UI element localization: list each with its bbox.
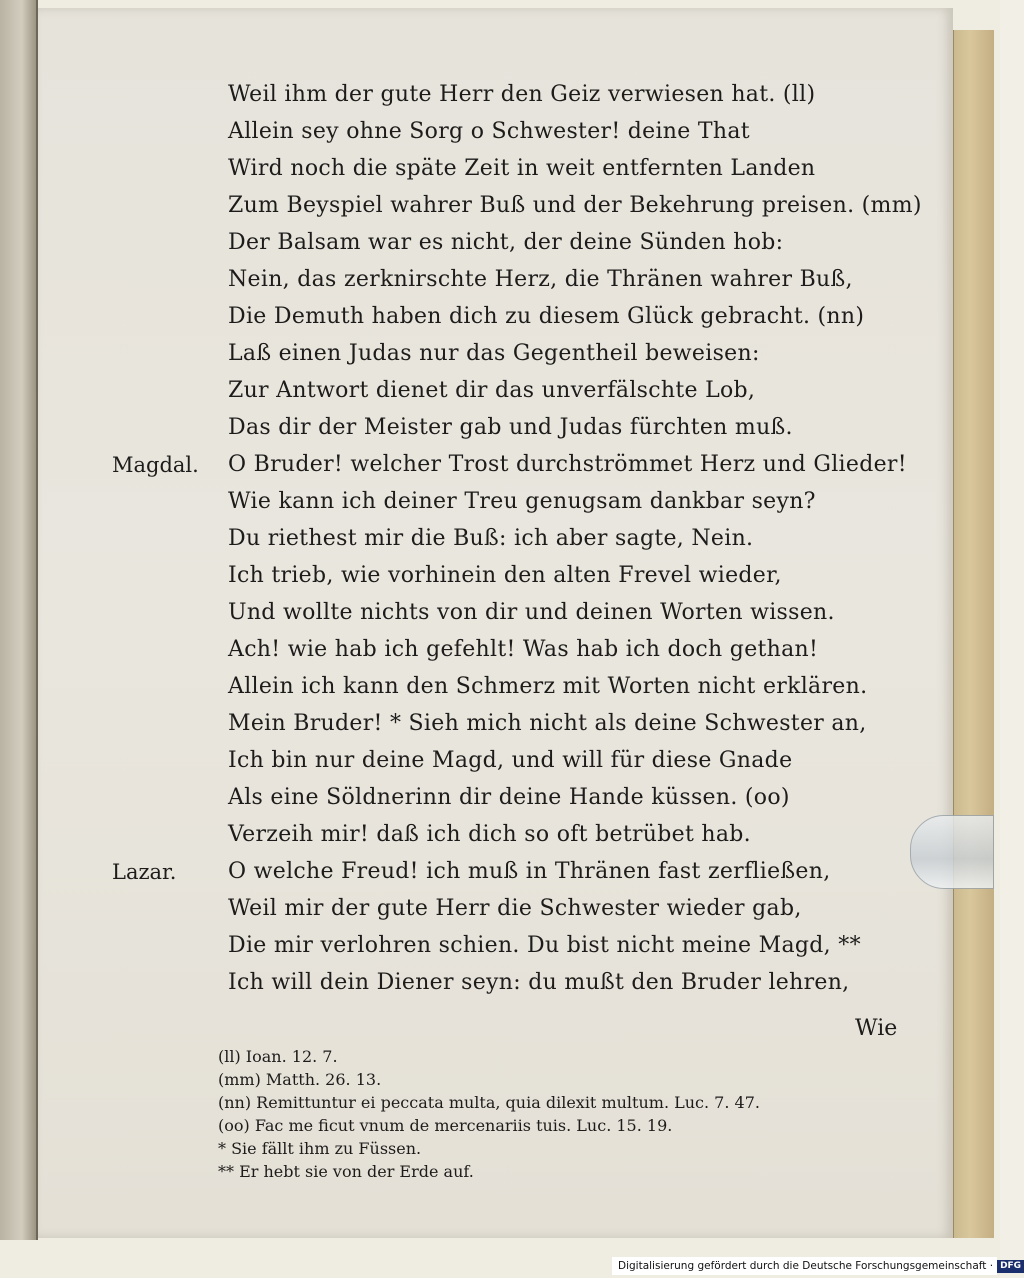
speaker-magdal: Magdal. — [112, 453, 199, 477]
verse-line: Allein sey ohne Sorg o Schwester! deine That — [228, 119, 750, 144]
footnote: (nn) Remittuntur ei peccata multa, quia dilexit multum. Luc. 7. 47. — [218, 1093, 760, 1112]
previous-page-edge — [0, 0, 38, 1240]
funding-credit — [612, 1257, 1022, 1275]
footnote: ** Er hebt sie von der Erde auf. — [218, 1162, 474, 1181]
verse-line: Als eine Söldnerinn dir deine Hande küssen. (oo) — [228, 785, 790, 810]
verse-line: Der Balsam war es nicht, der deine Sünden hob: — [228, 230, 784, 255]
verse-line: Die Demuth haben dich zu diesem Glück gebracht. (nn) — [228, 304, 865, 329]
credit-text: Digitalisierung gefördert durch die Deutsche Forschungsgemeinschaft · — [618, 1260, 994, 1272]
verse-line: Weil mir der gute Herr die Schwester wieder gab, — [228, 896, 802, 921]
verse-line: O welche Freud! ich muß in Thränen fast zerfließen, — [228, 859, 831, 884]
verse-line: Ich will dein Diener seyn: du mußt den Bruder lehren, — [228, 970, 850, 995]
page-stack-edge — [953, 30, 994, 1238]
verse-line: Wie kann ich deiner Treu genugsam dankbar seyn? — [228, 489, 816, 514]
footnote: (mm) Matth. 26. 13. — [218, 1070, 382, 1089]
footnote: (ll) Ioan. 12. 7. — [218, 1047, 338, 1066]
catchword: Wie — [855, 1016, 898, 1041]
verse-line: Zur Antwort dienet dir das unverfälschte Lob, — [228, 378, 756, 403]
verse-line: Wird noch die späte Zeit in weit entfernten Landen — [228, 156, 816, 181]
speaker-lazar: Lazar. — [112, 860, 177, 884]
verse-line: Allein ich kann den Schmerz mit Worten nicht erklären. — [228, 674, 868, 699]
verse-line: Mein Bruder! * Sieh mich nicht als deine Schwester an, — [228, 711, 867, 736]
verse-line: Ich trieb, wie vorhinein den alten Frevel wieder, — [228, 563, 782, 588]
verse-line: Laß einen Judas nur das Gegentheil beweisen: — [228, 341, 760, 366]
dfg-logo-icon: DFG — [997, 1260, 1024, 1273]
verse-line: Weil ihm der gute Herr den Geiz verwiesen hat. (ll) — [228, 82, 816, 107]
verse-line: Die mir verlohren schien. Du bist nicht meine Magd, ** — [228, 933, 861, 958]
verse-line: Nein, das zerknirschte Herz, die Thränen wahrer Buß, — [228, 267, 853, 292]
verse-line: Du riethest mir die Buß: ich aber sagte, Nein. — [228, 526, 754, 551]
page-clip-icon — [910, 815, 994, 889]
verse-line: Verzeih mir! daß ich dich so oft betrübet hab. — [228, 822, 751, 847]
footnote: * Sie fällt ihm zu Füssen. — [218, 1139, 422, 1158]
footnote: (oo) Fac me ficut vnum de mercenariis tuis. Luc. 15. 19. — [218, 1116, 673, 1135]
verse-line: Ach! wie hab ich gefehlt! Was hab ich doch gethan! — [228, 637, 819, 662]
verse-line: Und wollte nichts von dir und deinen Worten wissen. — [228, 600, 835, 625]
verse-line: Ich bin nur deine Magd, und will für diese Gnade — [228, 748, 793, 773]
verse-line: Zum Beyspiel wahrer Buß und der Bekehrung preisen. (mm) — [228, 193, 922, 218]
verse-line: O Bruder! welcher Trost durchströmmet Herz und Glieder! — [228, 452, 907, 477]
verse-line: Das dir der Meister gab und Judas fürchten muß. — [228, 415, 793, 440]
